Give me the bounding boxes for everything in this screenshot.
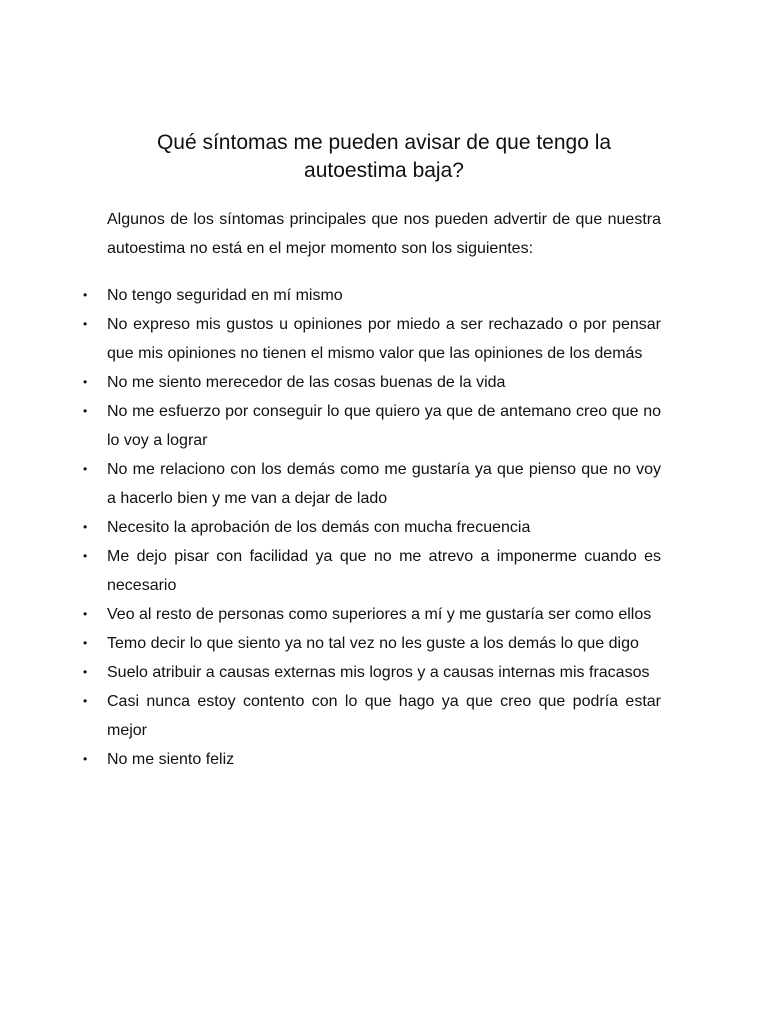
list-item xyxy=(83,455,661,513)
list-item-text: No me siento merecedor de las cosas buenas de la vida xyxy=(107,374,506,391)
list-item-text: Necesito la aprobación de los demás con mucha frecuencia xyxy=(107,519,531,536)
list-item-text: No tengo seguridad en mí mismo xyxy=(107,287,343,304)
intro-paragraph: Algunos de los síntomas principales que nos pueden advertir de que nuestra autoestima no está en el mejor momento son los siguientes: xyxy=(107,211,661,257)
list-item xyxy=(83,600,661,629)
list-item-text: Veo al resto de personas como superiores a mí y me gustaría ser como ellos xyxy=(107,606,652,623)
list-item xyxy=(83,368,661,397)
bullet-icon: • xyxy=(83,636,88,650)
list-item-text: Me dejo pisar con facilidad ya que no me atrevo a imponerme cuando es necesario xyxy=(107,548,661,594)
list-item xyxy=(83,513,661,542)
list-item xyxy=(83,687,661,745)
bullet-icon: • xyxy=(83,288,88,302)
list-item xyxy=(83,658,661,687)
list-item-text: No me esfuerzo por conseguir lo que quiero ya que de antemano creo que no lo voy a lograr xyxy=(107,403,661,449)
list-item xyxy=(83,629,661,658)
list-item xyxy=(83,745,661,774)
list-item xyxy=(83,310,661,368)
bullet-icon: • xyxy=(83,317,88,331)
list-item xyxy=(83,542,661,600)
bullet-icon: • xyxy=(83,520,88,534)
bullet-icon: • xyxy=(83,607,88,621)
symptom-list xyxy=(83,281,661,774)
list-item-text: No me relaciono con los demás como me gustaría ya que pienso que no voy a hacerlo bien y me van a dejar de lado xyxy=(107,461,661,507)
list-item-text: No expreso mis gustos u opiniones por miedo a ser rechazado o por pensar que mis opiniones no tienen el mismo valor que las opiniones de los demás xyxy=(107,316,661,362)
bullet-icon: • xyxy=(83,752,88,766)
list-item xyxy=(83,397,661,455)
list-item-text: Casi nunca estoy contento con lo que hago ya que creo que podría estar mejor xyxy=(107,693,661,739)
bullet-icon: • xyxy=(83,404,88,418)
bullet-icon: • xyxy=(83,665,88,679)
document-title: Qué síntomas me pueden avisar de que tengo la autoestima baja? xyxy=(156,131,612,182)
bullet-icon: • xyxy=(83,375,88,389)
bullet-icon: • xyxy=(83,462,88,476)
list-item-text: No me siento feliz xyxy=(107,751,235,768)
bullet-icon: • xyxy=(83,549,88,563)
list-item-text: Temo decir lo que siento ya no tal vez no les guste a los demás lo que digo xyxy=(107,635,639,652)
list-item xyxy=(83,281,661,310)
list-item-text: Suelo atribuir a causas externas mis logros y a causas internas mis fracasos xyxy=(107,664,650,681)
bullet-icon: • xyxy=(83,694,88,708)
